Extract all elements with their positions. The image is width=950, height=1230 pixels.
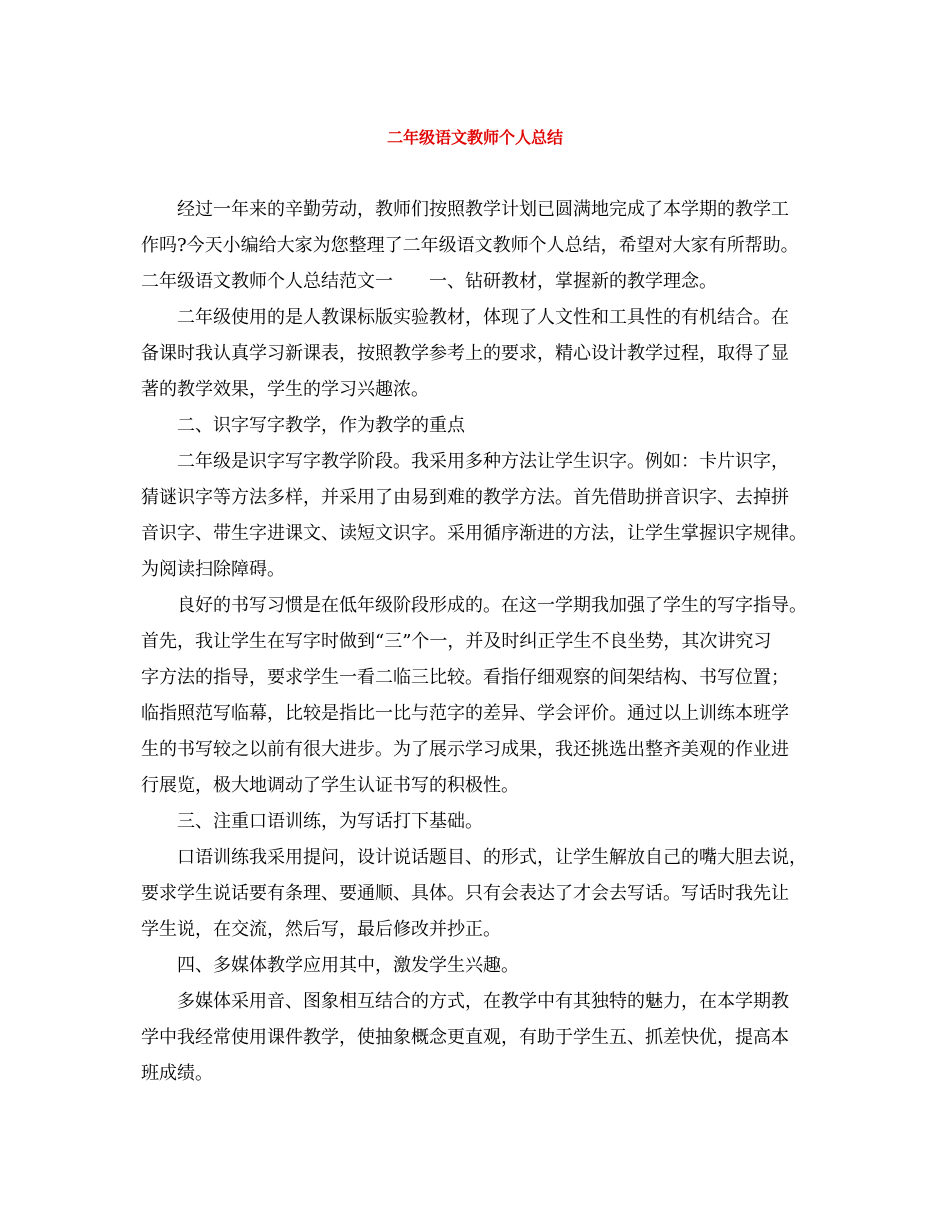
paragraph-line: 行展览，极大地调动了学生认证书写的积极性。: [141, 775, 519, 796]
body-paragraph: [141, 984, 811, 1092]
paragraph-line: 二年级是识字写字教学阶段。我采用多种方法让学生识字。例如：卡片识字，: [177, 451, 789, 472]
paragraph-line: 学生说，在交流，然后写，最后修改并抄正。: [141, 919, 501, 940]
paragraph-line: 二年级使用的是人教课标版实验教材，体现了人文性和工具性的有机结合。在: [177, 307, 789, 328]
paragraph-line: 学中我经常使用课件教学，使抽象概念更直观，有助于学生五、抓差快优，提高本: [141, 1027, 789, 1048]
paragraph-line: 生的书写较之以前有很大进步。为了展示学习成果，我还挑选出整齐美观的作业进: [141, 739, 789, 760]
paragraph-line: 著的教学效果，学生的学习兴趣浓。: [141, 379, 429, 400]
document-title: 二年级语文教师个人总结: [386, 128, 563, 147]
paragraph-line: 二年级语文教师个人总结范文一 一、钻研教材，掌握新的教学理念。: [141, 271, 717, 292]
paragraph-line: 四、多媒体教学应用其中，激发学生兴趣。: [177, 955, 519, 976]
paragraph-line: 良好的书写习惯是在低年级阶段形成的。在这一学期我加强了学生的写字指导。: [177, 595, 807, 616]
paragraph-line: 备课时我认真学习新课表，按照教学参考上的要求，精心设计教学过程，取得了显: [141, 343, 789, 364]
body-paragraph: [141, 444, 811, 588]
body-paragraph: [141, 948, 811, 984]
body-paragraph: [141, 408, 811, 444]
paragraph-line: 多媒体采用音、图象相互结合的方式，在教学中有其独特的魅力，在本学期教: [177, 991, 789, 1012]
paragraph-line: 三、注重口语训练，为写话打下基础。: [177, 811, 483, 832]
paragraph-line: 为阅读扫除障碍。: [141, 559, 285, 580]
body-paragraph: [141, 588, 811, 804]
paragraph-line: 首先，我让学生在写字时做到“三”个一，并及时纠正学生不良坐势，其次讲究习: [141, 631, 772, 652]
paragraph-line: 字方法的指导，要求学生一看二临三比较。看指仔细观察的间架结构、书写位置；: [141, 667, 789, 688]
document-body: [141, 192, 811, 1092]
paragraph-line: 经过一年来的辛勤劳动，教师们按照教学计划已圆满地完成了本学期的教学工: [177, 199, 789, 220]
paragraph-line: 要求学生说话要有条理、要通顺、具体。只有会表达了才会去写话。写话时我先让: [141, 883, 789, 904]
body-paragraph: [141, 192, 811, 300]
body-paragraph: [141, 804, 811, 840]
paragraph-line: 猜谜识字等方法多样，并采用了由易到难的教学方法。首先借助拼音识字、去掉拼: [141, 487, 789, 508]
paragraph-line: 班成绩。: [141, 1063, 213, 1084]
paragraph-line: 音识字、带生字进课文、读短文识字。采用循序渐进的方法，让学生掌握识字规律。: [141, 523, 807, 544]
body-paragraph: [141, 840, 811, 948]
paragraph-line: 临指照范写临幕，比较是指比一比与范字的差异、学会评价。通过以上训练本班学: [141, 703, 789, 724]
paragraph-line: 二、识字写字教学，作为教学的重点: [177, 415, 465, 436]
paragraph-line: 作吗?今天小编给大家为您整理了二年级语文教师个人总结，希望对大家有所帮助。: [141, 235, 799, 256]
body-paragraph: [141, 300, 811, 408]
paragraph-line: 口语训练我采用提问，设计说话题目、的形式，让学生解放自己的嘴大胆去说，: [177, 847, 807, 868]
